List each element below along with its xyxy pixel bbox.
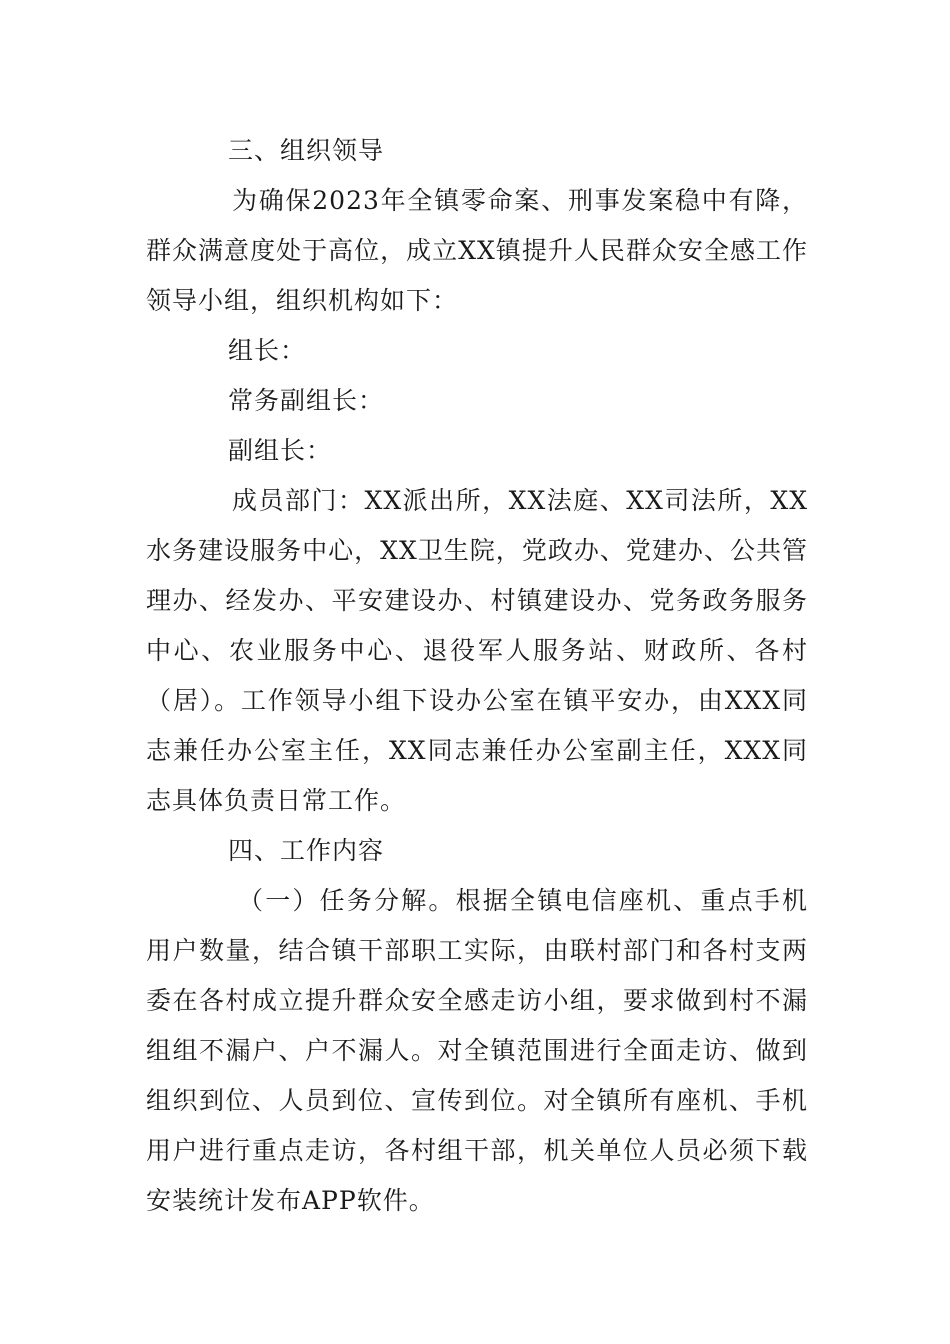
document-body — [146, 126, 808, 1226]
members-paragraph: 成员部门：XX派出所，XX法庭、XX司法所，XX水务建设服务中心，XX卫生院，党政办、党建办、公共管理办、经发办、平安建设办、村镇建设办、党务政务服务中心、农业服务中心、退役军人服务站、财政所、各村（居）。工作领导小组下设办公室在镇平安办，由XXX同志兼任办公室主任，XX同志兼任办公室副主任，XXX同志具体负责日常工作。 — [146, 486, 808, 815]
task-breakdown-paragraph: （一）任务分解。根据全镇电信座机、重点手机用户数量，结合镇干部职工实际，由联村部门和各村支两委在各村成立提升群众安全感走访小组，要求做到村不漏组组不漏户、户不漏人。对全镇范围进行全面走访、做到组织到位、人员到位、宣传到位。对全镇所有座机、手机用户进行重点走访，各村组干部，机关单位人员必须下载安装统计发布APP软件。 — [146, 886, 808, 1215]
section-3-heading: 三、组织领导 — [228, 136, 385, 165]
intro-paragraph: 为确保2023年全镇零命案、刑事发案稳中有降，群众满意度处于高位，成立XX镇提升人民群众安全感工作领导小组，组织机构如下： — [146, 186, 808, 315]
deputy-line: 副组长： — [228, 436, 333, 465]
executive-deputy-line: 常务副组长： — [228, 386, 385, 415]
section-4-heading: 四、工作内容 — [228, 836, 385, 865]
leader-line: 组长： — [228, 336, 307, 365]
